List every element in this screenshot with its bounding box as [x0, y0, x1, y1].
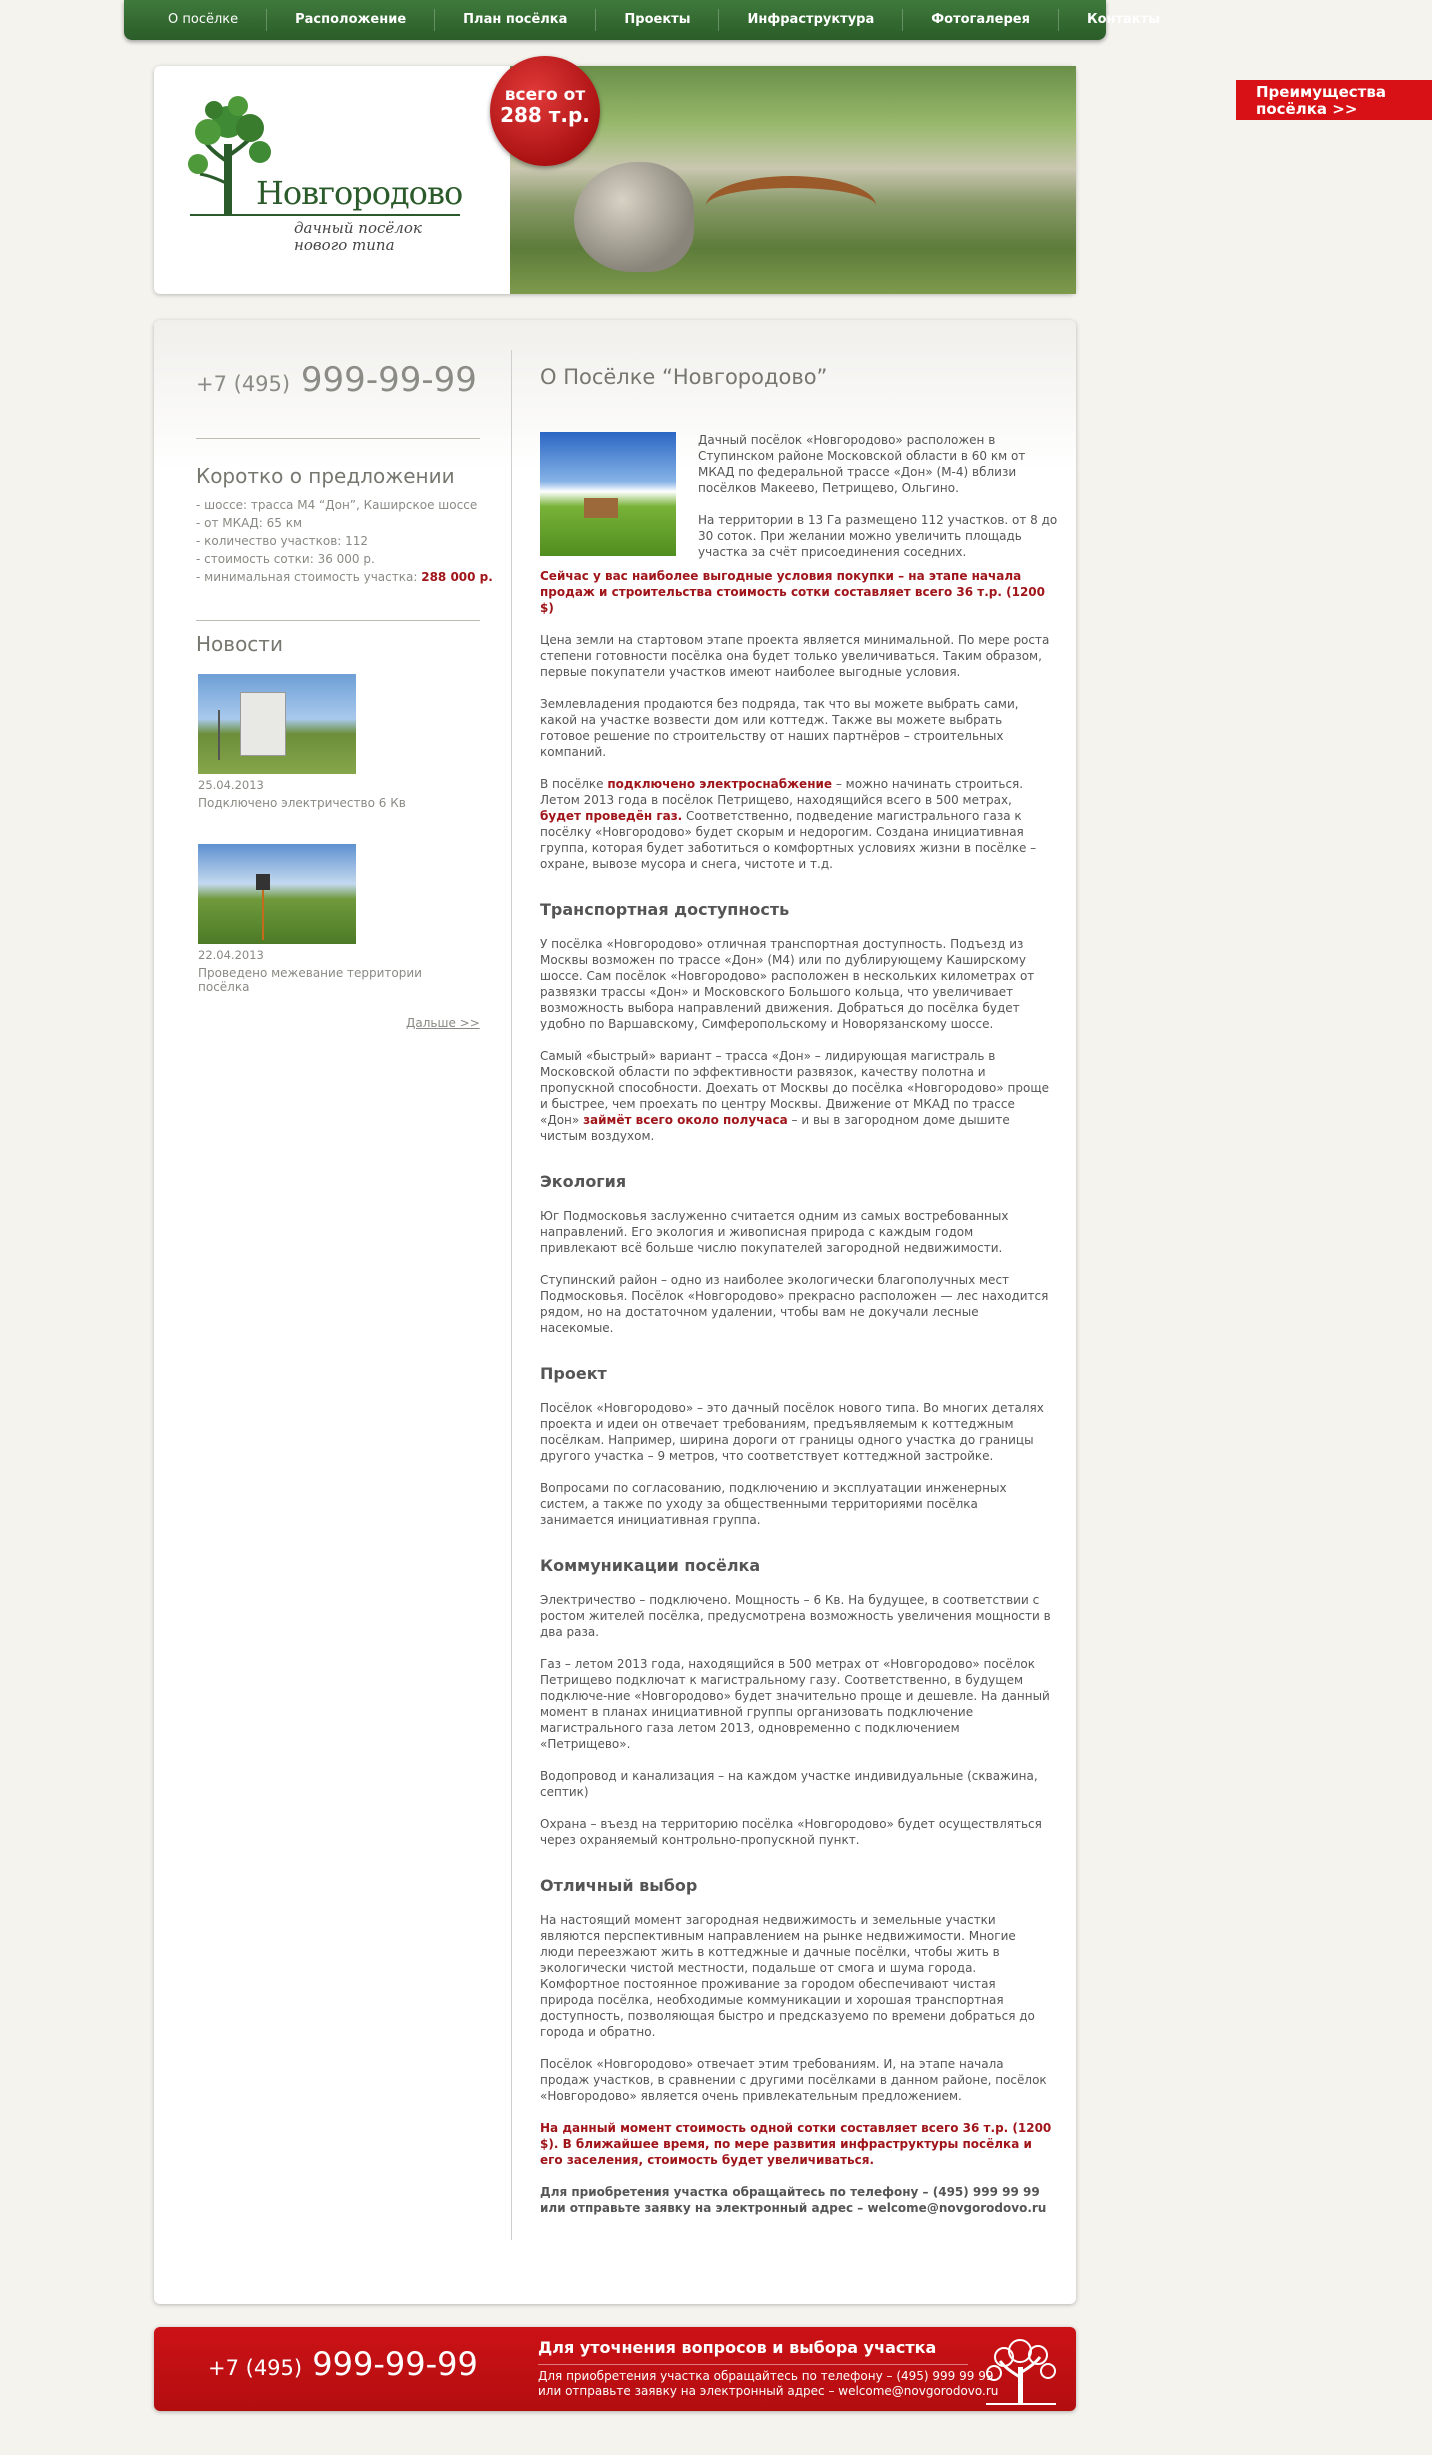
news-thumbnail[interactable] — [198, 674, 356, 774]
section-heading-communications: Коммуникации посёлка — [540, 1556, 761, 1575]
news-text[interactable]: Подключено электричество 6 Кв — [198, 796, 406, 810]
advantages-button[interactable] — [1236, 80, 1432, 120]
news-item[interactable] — [198, 674, 458, 810]
news-date: 22.04.2013 — [198, 948, 264, 962]
offer-list — [196, 496, 493, 586]
news-more-link[interactable]: Дальше >> — [406, 1016, 480, 1030]
intro-text — [698, 432, 1058, 560]
news-thumbnail[interactable] — [198, 844, 356, 944]
paragraph: Охрана – въезд на территорию посёлка «Новгородово» будет осуществляться через охраняемый контрольно-пропускной пункт. — [540, 1817, 1042, 1847]
text: В посёлке — [540, 777, 608, 791]
news-date: 25.04.2013 — [198, 778, 264, 792]
paragraph: Электричество – подключено. Мощность – 6 Кв. На будущее, в соответствии с ростом жителей посёлка, предусмотрена возможность увеличения мощности в два раза. — [540, 1593, 1051, 1639]
logo-title: Новгородово — [256, 174, 463, 212]
paragraph-electricity — [540, 776, 1052, 872]
section-heading-choice: Отличный выбор — [540, 1876, 698, 1895]
nav-item-projects[interactable]: Проекты — [595, 9, 718, 31]
contact-email-line[interactable]: или отправьте заявку на электронный адрес – welcome@novgorodovo.ru — [540, 2201, 1047, 2215]
offer-title: Коротко о предложении — [196, 464, 455, 488]
advantages-line-1: Преимущества — [1256, 83, 1386, 101]
site-footer — [154, 2327, 1076, 2411]
nav-item-about[interactable]: О посёлке — [168, 12, 239, 27]
highlight-price: На данный момент стоимость одной сотки составляет всего 36 т.р. (1200 $). В ближайшее время, по мере развития инфраструктуры посёлка и его заселения, стоимость будет увеличиваться. — [540, 2121, 1052, 2167]
news-item[interactable] — [198, 844, 458, 994]
page-title: О Посёлке “Новгородово” — [540, 365, 828, 389]
column-divider — [511, 350, 512, 2240]
section-heading-ecology: Экология — [540, 1172, 627, 1191]
sidebar-phone[interactable] — [196, 360, 477, 400]
content — [540, 364, 1058, 2216]
paragraph: Вопросами по согласованию, подключению и эксплуатации инженерных систем, а также по уходу за общественными территориями посёлка занимается инициативная группа. — [540, 1481, 1007, 1527]
nav-item-gallery[interactable]: Фотогалерея — [902, 9, 1058, 31]
highlight: подключено электроснабжение — [607, 777, 833, 791]
text: – можно начинать строиться. Летом 2013 года в посёлок Петрищево, находящийся всего в 500 метрах, — [540, 777, 1024, 807]
footer-phone-number: 999-99-99 — [312, 2345, 478, 2383]
offer-item-label: - минимальная стоимость участка: — [196, 570, 422, 584]
main-panel — [154, 320, 1076, 2304]
price-badge-value: 288 т.р. — [500, 103, 590, 127]
paragraph: Ступинский район – одно из наиболее экологически благополучных мест Подмосковья. Посёлок «Новгородово» прекрасно расположен — лес находится рядом, но на достаточном удалении, чтобы вам не докучали лесные насекомые. — [540, 1273, 1049, 1335]
nav-item-plan[interactable]: План посёлка — [434, 9, 595, 31]
paragraph: Землевладения продаются без подряда, так что вы можете выбрать сами, какой на участке возвести дом или коттедж. Также вы можете выбрать готовое решение по строительству от наших партнёров – строительных компаний. — [540, 697, 1019, 759]
footer-phone-code: +7 (495) — [208, 2356, 303, 2380]
text: – и вы в загородном доме дышите чистым воздухом. — [540, 1113, 1010, 1143]
text: Самый «быстрый» вариант – трасса «Дон» – лидирующая магистраль в Московской области по эффективности развязок, качеству полотна и пропускной способности. Доехать от Москвы до посёлка «Новгородово» проще и быстрее, чем проехать по центру Москвы. Движение от МКАД по трассе «Дон» — [540, 1049, 1049, 1127]
sidebar-separator — [196, 620, 480, 621]
offer-item: - количество участков: 112 — [196, 534, 369, 548]
price-badge-label: всего от — [504, 85, 586, 105]
logo-subtitle — [294, 220, 454, 254]
offer-item: - стоимость сотки: 36 000 р. — [196, 552, 375, 566]
sidebar-separator — [196, 438, 480, 439]
news-title: Новости — [196, 632, 283, 656]
paragraph: На настоящий момент загородная недвижимость и земельные участки являются перспективным направлением на рынке недвижимости. Многие люди переезжают жить в коттеджные и дачные посёлки, чтобы жить в экологически чистой местности, подальше от смога и шума города. Комфортное постоянное проживание за городом обеспечивают чистая природа посёлка, необходимые коммуникации и хорошая транспортная доступность, позволяющая быстро и предсказуемо по времени добраться до города и обратно. — [540, 1913, 1035, 2039]
paragraph-transport — [540, 1048, 1052, 1144]
logo-subtitle-line-1: дачный посёлок — [294, 219, 422, 237]
section-heading-transport: Транспортная доступность — [540, 900, 790, 919]
advantages-line-2: посёлка >> — [1256, 100, 1358, 118]
paragraph: Водопровод и канализация – на каждом участке индивидуальные (скважина, септик) — [540, 1769, 1038, 1799]
paragraph: Цена земли на стартовом этапе проекта является минимальной. По мере роста степени готовности посёлка она будет только увеличиваться. Таким образом, первые покупатели участков имеют наиболее выгодные условия. — [540, 633, 1050, 679]
paragraph: У посёлка «Новгородово» отличная транспортная доступность. Подъезд из Москвы возможен по трассе «Дон» (М4) или по дублирующему Каширскому шоссе. Сам посёлок «Новгородово» расположен в нескольких километрах от развязки трассы «Дон» и Московского Большого кольца, что увеличивает возможность выбора направлений движения. Добраться до посёлка будет удобно по Варшавскому, Симферопольскому и Новорязанскому шоссе. — [540, 937, 1035, 1031]
offer-min-price: 288 000 р. — [421, 570, 493, 584]
sidebar-phone-number: 999-99-99 — [300, 360, 477, 400]
paragraph: Посёлок «Новгородово» – это дачный посёлок нового типа. Во многих деталях проекта и идеи он отвечает требованиям, предъявляемым к коттеджным посёлкам. Например, ширина дороги от границы одного участка до границы другого участка – 9 метров, что соответствует коттеджной застройке. — [540, 1401, 1044, 1463]
intro — [540, 432, 1058, 559]
house-image — [584, 498, 618, 518]
nav-item-location[interactable]: Расположение — [266, 9, 434, 31]
contact-info — [540, 2184, 1052, 2216]
bridge-image — [706, 176, 876, 236]
paragraph: Газ – летом 2013 года, находящийся в 500 метрах от «Новгородово» посёлок Петрищево подключат к магистральному газу. Соответственно, в будущем подключе-ние «Новгородово» будет значительно проще и дешевле. На данный момент в планах инициативной группы организовать подключение магистрального газа летом 2013, одновременно с подключением «Петрищево». — [540, 1657, 1050, 1751]
price-badge — [490, 56, 600, 166]
footer-title: Для уточнения вопросов и выбора участка — [538, 2338, 937, 2357]
logo[interactable] — [190, 92, 480, 262]
site-header — [154, 66, 1386, 294]
highlight: займёт всего около получаса — [583, 1113, 788, 1127]
paragraph: Посёлок «Новгородово» отвечает этим требованиям. И, на этапе начала продаж участков, в сравнении с другими посёлками в данном районе, посёлок «Новгородово» является очень привлекательным предложением. — [540, 2057, 1047, 2103]
highlight: будет проведён газ. — [540, 809, 683, 823]
logo-subtitle-line-2: нового типа — [294, 236, 395, 254]
nav-item-contacts[interactable]: Контакты — [1058, 9, 1188, 31]
offer-item: - от МКАД: 65 км — [196, 516, 302, 530]
sidebar-phone-code: +7 (495) — [196, 372, 291, 396]
intro-paragraph: На территории в 13 Га размещено 112 участков. от 8 до 30 соток. При желании можно увеличить площадь участка за счёт присоединения соседних. — [698, 513, 1058, 559]
footer-contact-phone: Для приобретения участка обращайтесь по телефону – (495) 999 99 99 — [538, 2369, 994, 2383]
footer-contact-email[interactable]: или отправьте заявку на электронный адрес – welcome@novgorodovo.ru — [538, 2384, 999, 2398]
offer-item: - шоссе: трасса М4 “Дон”, Каширское шоссе — [196, 498, 478, 512]
footer-divider — [538, 2364, 968, 2365]
paragraph: Юг Подмосковья заслуженно считается одним из самых востребованных направлений. Его экология и живописная природа с каждым годом привлекают всё больше числю покупателей загородной недвижимости. — [540, 1209, 1009, 1255]
nav-item-infrastructure[interactable]: Инфраструктура — [718, 9, 902, 31]
top-nav — [124, 0, 1160, 40]
contact-phone-line: Для приобретения участка обращайтесь по телефону – (495) 999 99 99 — [540, 2185, 1040, 2199]
offer-item-min-price — [196, 568, 493, 586]
footer-contact — [538, 2369, 998, 2399]
intro-paragraph: Дачный посёлок «Новгородово» расположен в Ступинском районе Московской области в 60 км от МКАД по федеральной трассе «Дон» (М-4) вблизи посёлков Макеево, Петрищево, Ольгино. — [698, 433, 1026, 495]
text: Соответственно, подведение магистрального газа к посёлку «Новгородово» будет скорым и недорогим. Создана инициативная группа, которая будет заботиться о комфортных условиях жизни в посёлке – охране, вывозе мусора и снега, чистоте и т.д. — [540, 809, 1037, 871]
highlight-offer: Сейчас у вас наиболее выгодные условия покупки – на этапе начала продаж и строительства стоимость сотки составляет всего 36 т.р. (1200 $) — [540, 569, 1046, 615]
tree-logo-icon — [976, 2333, 1066, 2407]
footer-phone[interactable] — [208, 2345, 478, 2383]
news-text[interactable]: Проведено межевание территории посёлка — [198, 966, 422, 994]
section-heading-project: Проект — [540, 1364, 607, 1383]
intro-photo — [540, 432, 676, 556]
rock-image — [574, 162, 694, 272]
